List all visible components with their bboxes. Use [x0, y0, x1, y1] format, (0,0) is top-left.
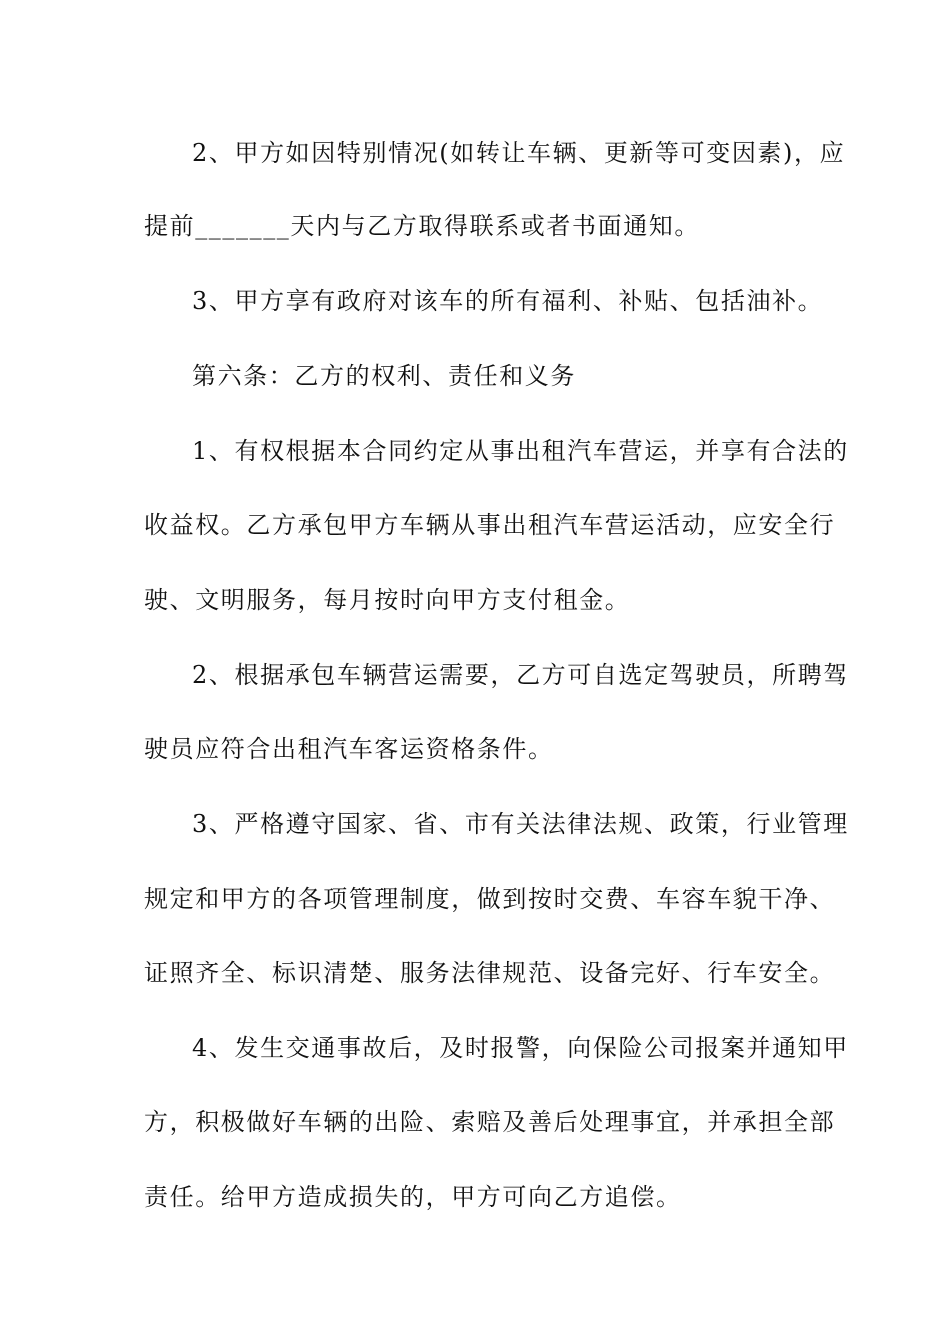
paragraph-line: 方，积极做好车辆的出险、索赔及善后处理事宜，并承担全部: [144, 1108, 836, 1136]
paragraph-line: 收益权。乙方承包甲方车辆从事出租汽车营运活动，应安全行: [144, 511, 836, 539]
paragraph-line: 1、有权根据本合同约定从事出租汽车营运，并享有合法的: [192, 437, 849, 465]
paragraph-line: 责任。给甲方造成损失的，甲方可向乙方追偿。: [144, 1183, 682, 1211]
paragraph-line: 提前_______天内与乙方取得联系或者书面通知。: [144, 212, 700, 240]
paragraph-line: 驶、文明服务，每月按时向甲方支付租金。: [144, 586, 631, 614]
paragraph-line: 2、根据承包车辆营运需要，乙方可自选定驾驶员，所聘驾: [192, 661, 849, 689]
paragraph-line: 3、甲方享有政府对该车的所有福利、补贴、包括油补。: [192, 287, 824, 315]
paragraph-line: 2、甲方如因特别情况(如转让车辆、更新等可变因素)，应: [192, 139, 846, 167]
paragraph-line: 证照齐全、标识清楚、服务法律规范、设备完好、行车安全。: [144, 959, 836, 987]
paragraph-line: 驶员应符合出租汽车客运资格条件。: [144, 735, 554, 763]
section-heading: 第六条：乙方的权利、责任和义务: [192, 362, 576, 390]
paragraph-line: 3、严格遵守国家、省、市有关法律法规、政策，行业管理: [192, 810, 849, 838]
paragraph-line: 4、发生交通事故后，及时报警，向保险公司报案并通知甲: [192, 1034, 849, 1062]
paragraph-line: 规定和甲方的各项管理制度，做到按时交费、车容车貌干净、: [144, 885, 836, 913]
